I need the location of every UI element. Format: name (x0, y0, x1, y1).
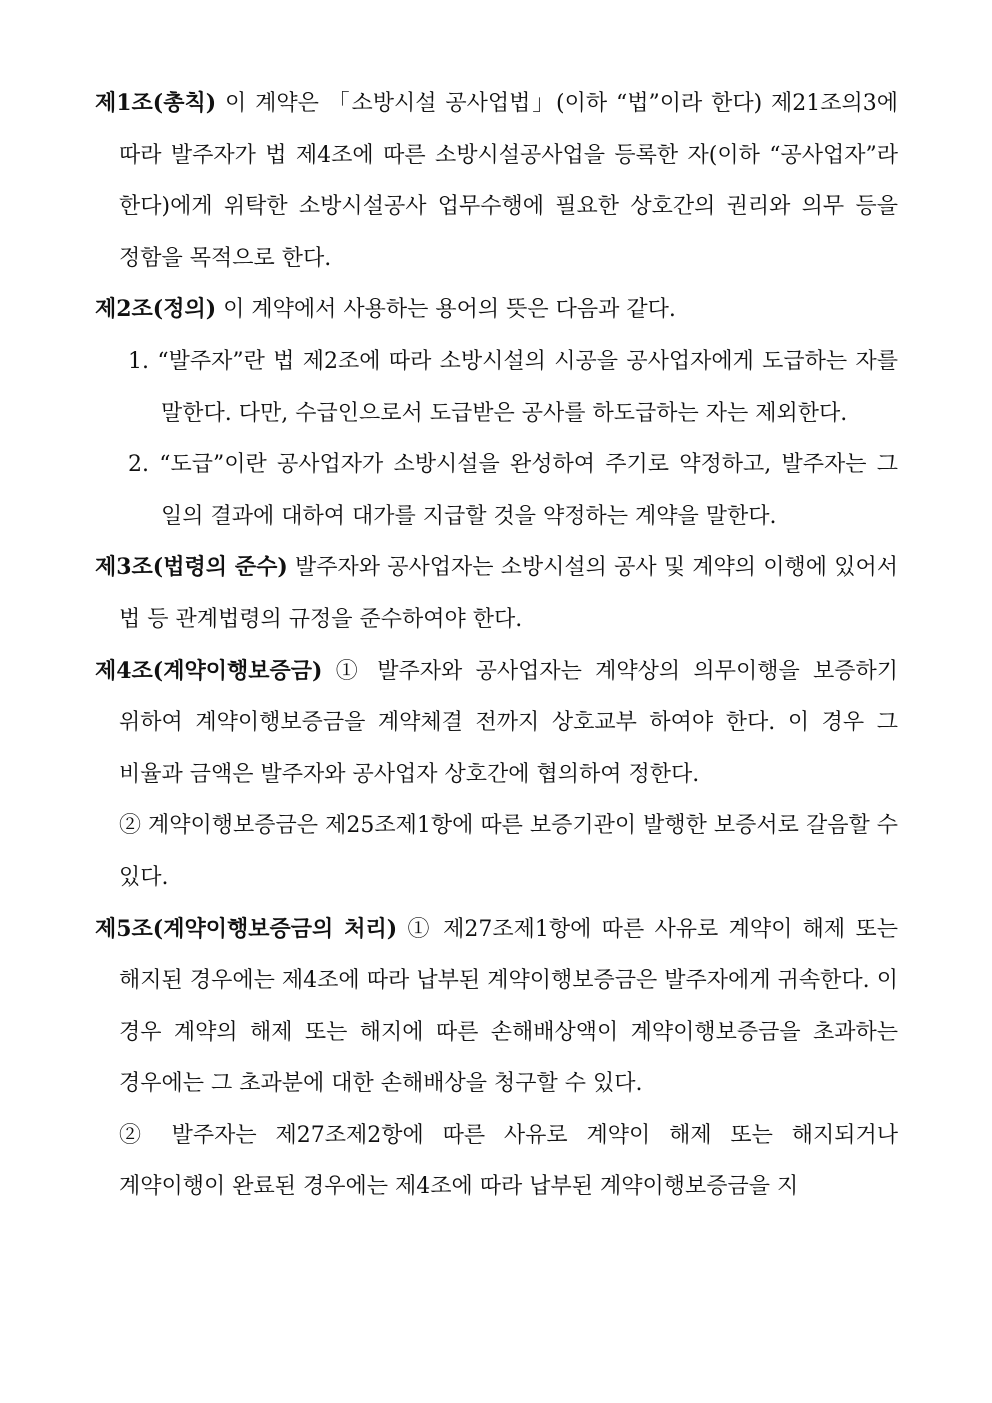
article-4-paragraph-2: ② 계약이행보증금은 제25조제1항에 따른 보증기관이 발행한 보증서로 갈음할 수 있다. (119, 813, 898, 890)
article-2-body: 이 계약에서 사용하는 용어의 뜻은 다음과 같다. (223, 297, 676, 323)
article-3-heading: 제3조(법령의 준수) (95, 554, 288, 581)
article-5 (95, 904, 898, 1110)
article-5-body: ① 제27조제1항에 따른 사유로 계약이 해제 또는 해지된 경우에는 제4조에 따라 납부된 계약이행보증금은 발주자에게 귀속한다. 이 경우 계약의 해제 또는 해지에 따른 손해배상액이 계약이행보증금을 초과하는 경우에는 그 초과분에 대한 손해배상을 청구할 수 있다. (119, 916, 898, 1097)
article-1-body: 이 계약은 「소방시설 공사업법」(이하 “법”이라 한다) 제21조의3에 따라 발주자가 법 제4조에 따른 소방시설공사업을 등록한 자(이하 “공사업자”라 한다)에게 위탁한 소방시설공사 업무수행에 필요한 상호간의 권리와 의무 등을 정함을 목적으로 한다. (119, 91, 898, 271)
document-page (95, 78, 898, 1213)
article-1 (95, 78, 898, 284)
article-4-body: ① 발주자와 공사업자는 계약상의 의무이행을 보증하기 위하여 계약이행보증금을 계약체결 전까지 상호교부 하여야 한다. 이 경우 그 비율과 금액은 발주자와 공사업자 상호간에 협의하여 정한다. (119, 658, 898, 787)
article-4 (95, 646, 898, 801)
article-4-heading: 제4조(계약이행보증금) (95, 657, 323, 684)
article-1-heading: 제1조(총칙) (95, 90, 217, 116)
article-2 (95, 284, 898, 336)
article-5-heading: 제5조(계약이행보증금의 처리) (95, 915, 398, 942)
article-3 (95, 542, 898, 645)
article-2-item-1: 1. “발주자”란 법 제2조에 따라 소방시설의 시공을 공사업자에게 도급하는 자를 말한다. 다만, 수급인으로서 도급받은 공사를 하도급하는 자는 제외한다. (128, 348, 898, 426)
article-2-item-2: 2. “도급”이란 공사업자가 소방시설을 완성하여 주기로 약정하고, 발주자는 그 일의 결과에 대하여 대가를 지급할 것을 약정하는 계약을 말한다. (128, 452, 898, 529)
article-2-heading: 제2조(정의) (95, 296, 217, 323)
article-3-body: 발주자와 공사업자는 소방시설의 공사 및 계약의 이행에 있어서 법 등 관계법령의 규정을 준수하여야 한다. (119, 555, 898, 632)
article-5-paragraph-2: ② 발주자는 제27조제2항에 따른 사유로 계약이 해제 또는 해지되거나 계약이행이 완료된 경우에는 제4조에 따라 납부된 계약이행보증금을 지 (119, 1122, 898, 1200)
